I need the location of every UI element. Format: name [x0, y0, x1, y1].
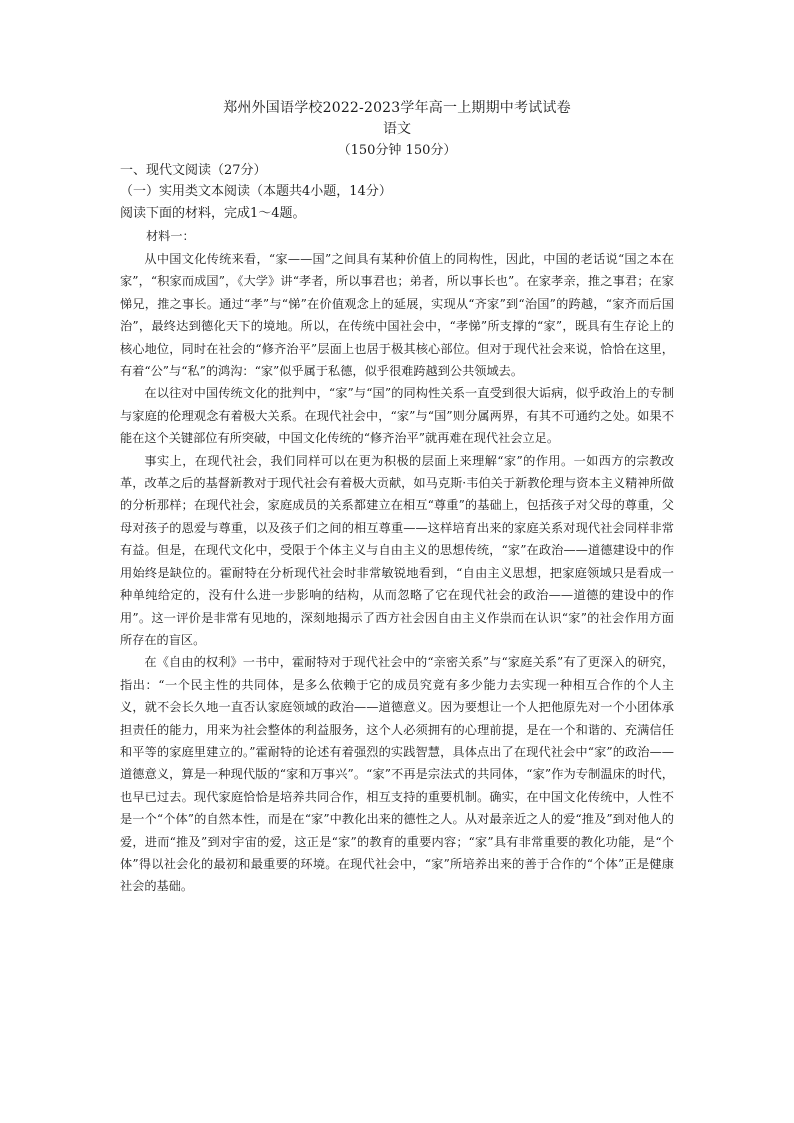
material-label: 材料一：	[146, 229, 195, 243]
material-body	[120, 248, 674, 898]
reading-instruction: 阅读下面的材料，完成1～4题。	[120, 206, 306, 221]
exam-title: 郑州外国语学校2022-2023学年高一上期期中考试试卷	[223, 100, 571, 116]
paragraph: 事实上，在现代社会，我们同样可以在更为积极的层面上来理解“家”的作用。一如西方的宗教改革，改革之后的基督新教对于现代社会有着极大贡献，如马克斯·韦伯关于新教伦理与资本主义精神所做的分析那样；在现代社会，家庭成员的关系都建立在相互“尊重”的基础上，包括孩子对父母的尊重，父母对孩子的恩爱与尊重，以及孩子们之间的相互尊重——这样培育出来的家庭关系对现代社会同样非常有益。但是，在现代文化中，受限于个体主义与自由主义的思想传统，“家”在政治——道德建设中的作用始终是缺位的。霍耐特在分析现代社会时非常敏锐地看到，“自由主义思想，把家庭领域只是看成一种单纯给定的，没有什么进一步影响的结构，从而忽略了它在现代社会的政治——道德的建设中的作用”。这一评价是非常有见地的，深刻地揭示了西方社会因自由主义作祟而在认识“家”的社会作用方面所存在的盲区。	[120, 453, 674, 647]
paragraph: 从中国文化传统来看，“家——国”之间具有某种价值上的同构性，因此，中国的老话说“国之本在家”，“积家而成国”，《大学》讲“孝者，所以事君也；弟者，所以事长也”。在家孝亲，推之事君；在家悌兄，推之事长。通过“孝”与“悌”在价值观念上的延展，实现从“齐家”到“治国”的跨越，“家齐而后国治”，最终达到德化天下的境地。所以，在传统中国社会中，“孝悌”所支撑的“家”，既具有生存论上的核心地位，同时在社会的“修齐治平”层面上也居于极其核心部位。但对于现代社会来说，恰恰在这里，有着“公”与“私”的鸿沟：“家”似乎属于私德，似乎很难跨越到公共领域去。	[120, 252, 674, 379]
paragraph: 在《自由的权利》一书中，霍耐特对于现代社会中的“亲密关系”与“家庭关系”有了更深入的研究，指出：“一个民主性的共同体，是多么依赖于它的成员究竟有多少能力去实现一种相互合作的个人主义，就不会长久地一直否认家庭领域的政治——道德意义。因为要想让一个人把他原先对一个小团体承担责任的能力，用来为社会整体的利益服务，这个人必须拥有的心理前提，是在一个和谐的、充满信任和平等的家庭里建立的。”霍耐特的论述有着强烈的实践智慧，具体点出了在现代社会中“家”的政治——道德意义，算是一种现代版的“家和万事兴”。“家”不再是宗法式的共同体，“家”作为专制温床的时代，也早已过去。现代家庭恰恰是培养共同合作，相互支持的重要机制。确实，在中国文化传统中，人性不是一个“个体”的自然本性，而是在“家”中教化出来的德性之人。从对最亲近之人的爱“推及”到对他人的爱，进而“推及”到对宇宙的爱，这正是“家”的教育的重要内容；“家”具有非常重要的教化功能，是“个体”得以社会化的最初和最重要的环境。在现代社会中，“家”所培养出来的善于合作的“个体”正是健康社会的基础。	[120, 655, 674, 894]
subsection-heading: （一）实用类文本阅读（本题共4小题，14分）	[120, 184, 392, 199]
paragraph: 在以往对中国传统文化的批判中，“家”与“国”的同构性关系一直受到很大诟病，似乎政治上的专制与家庭的伦理观念有着极大关系。在现代社会中，“家”与“国”则分属两界，有其不可通约之处。如果不能在这个关键部位有所突破，中国文化传统的“修齐治平”就再难在现代社会立足。	[120, 386, 674, 446]
section-heading: 一、现代文阅读（27分）	[120, 163, 267, 178]
exam-subject: 语文	[383, 121, 411, 137]
exam-time-score: （150分钟 150分）	[337, 143, 457, 158]
